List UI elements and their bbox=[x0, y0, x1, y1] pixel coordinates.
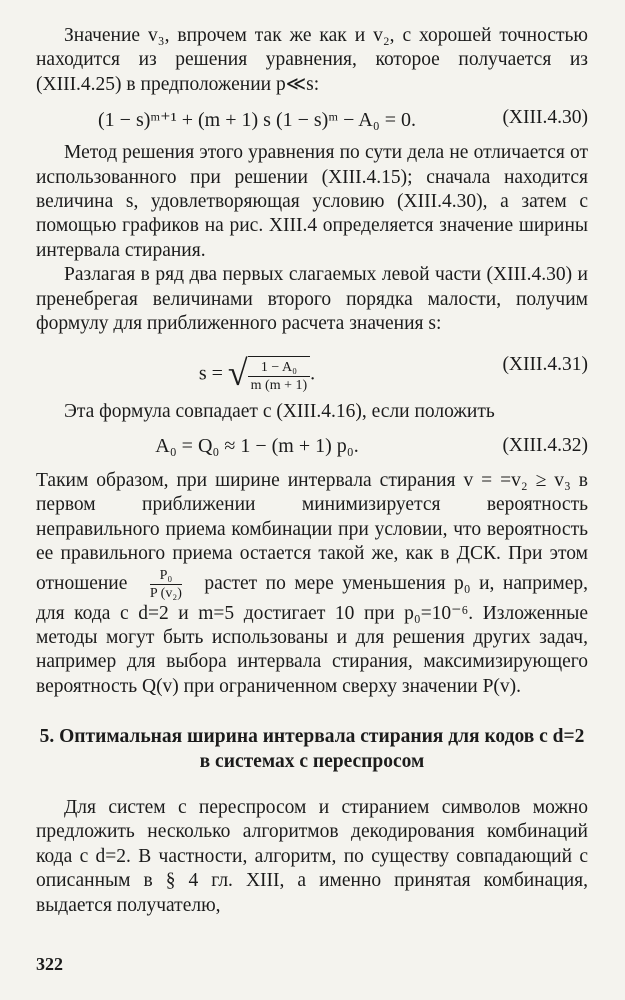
fraction-numerator: 1 − A₀ bbox=[248, 359, 311, 377]
paragraph-3: Разлагая в ряд два первых слагаемых левой части (XIII.4.30) и пренебрегая величинами второго порядка малости, получим формулу для приближенного расчета значения s: bbox=[36, 264, 588, 335]
equation-body: (1 − s)ᵐ⁺¹ + (m + 1) s (1 − s)ᵐ − A₀ = 0. bbox=[98, 109, 416, 132]
equation-xiii-4-32 bbox=[36, 425, 588, 469]
equation-xiii-4-31 bbox=[36, 336, 588, 400]
equation-number: (XIII.4.31) bbox=[502, 354, 588, 376]
paragraph-2: Метод решения этого уравнения по сути дела не отличается от использованного при решении (XIII.4.15); сначала находится величина s, удовлетворяющая условию (XIII.4.30), а затем с помощью графиков на рис. XIII.4 определяется значение ширины интервала стирания. bbox=[36, 142, 588, 261]
paragraph-5-part-a: Таким образом, при ширине интервала стирания v = =v₂ ≥ v₃ в первом приближении минимизируется вероятность неправильного приема комбинации при условии, что вероятность ее правильного приема остается такой же, как в ДСК. При этом отношение bbox=[36, 469, 588, 594]
paragraph-5-part-b: растет по мере уменьшения p₀ и, например, для кода с d=2 и m=5 достигает 10 при p₀=10⁻⁶. Изложенные методы могут быть использованы и для решения других задач, например для выбора интервала стирания, максимизирующего вероятность Q(v) при ограниченном сверху значении P(v). bbox=[36, 572, 588, 697]
equation-xiii-4-30 bbox=[36, 97, 588, 141]
equation-number: (XIII.4.30) bbox=[502, 107, 588, 129]
fraction bbox=[248, 359, 311, 394]
paragraph-5 bbox=[36, 469, 588, 699]
equation-lhs: s = bbox=[198, 363, 223, 386]
equation-body: A₀ = Q₀ ≈ 1 − (m + 1) p₀. bbox=[155, 434, 359, 457]
section-heading: 5. Оптимальная ширина интервала стирания для кодов с d=2 в системах с переспросом bbox=[39, 726, 585, 772]
radicand bbox=[248, 356, 311, 394]
page-number: 322 bbox=[36, 954, 63, 974]
equation-number: (XIII.4.32) bbox=[502, 434, 588, 456]
sqrt-sign: √ bbox=[227, 353, 248, 394]
equation-body: s = √ $\frac{\text{1 − A₀}}{m (m + 1)}$ . bbox=[198, 353, 316, 394]
fraction-denominator: m (m + 1) bbox=[250, 378, 308, 394]
ratio-fraction bbox=[150, 567, 182, 602]
ratio-numerator: P₀ bbox=[150, 567, 182, 585]
paragraph-6: Для систем с переспросом и стиранием символов можно предложить несколько алгоритмов декодирования комбинаций кода с d=2. В частности, алгоритм, по существу совпадающий с описанным в § 4 гл. XIII, а именно принятая комбинация, выдается получателю, bbox=[36, 796, 588, 916]
paragraph-1: Значение v₃, впрочем так же как и v₂, с хорошей точностью находится из решения уравнения, которое получается из (XIII.4.25) в предположении p≪s: bbox=[36, 25, 588, 95]
paragraph-4: Эта формула совпадает с (XIII.4.16), если положить bbox=[64, 401, 495, 423]
ratio-denominator: P (v₂) bbox=[149, 585, 182, 601]
page-content bbox=[36, 24, 588, 918]
